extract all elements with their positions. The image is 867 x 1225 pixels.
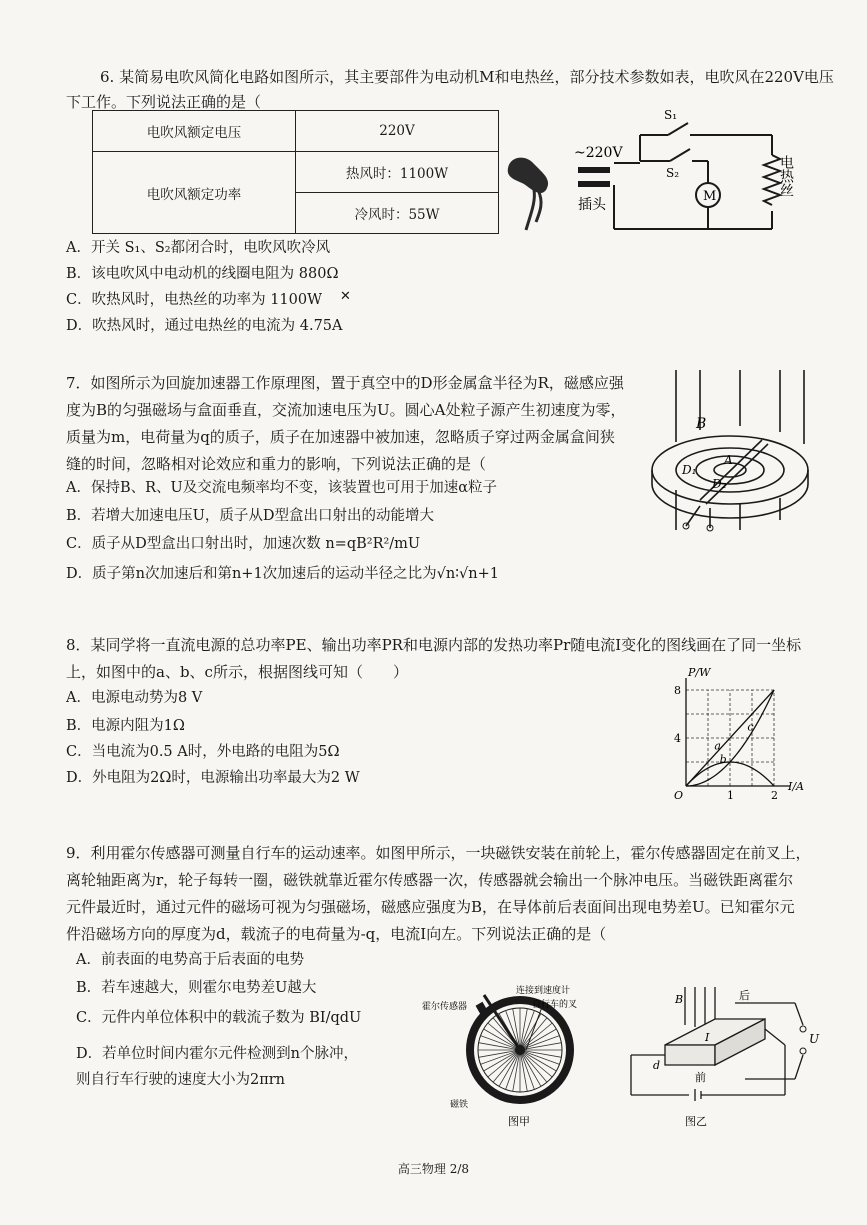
switch-s2-label: S₂ bbox=[666, 166, 680, 180]
speedometer-label: 连接到速度计 bbox=[516, 986, 571, 996]
series-label-c: c bbox=[747, 720, 754, 734]
q9-stem-line: 9．利用霍尔传感器可测量自行车的运动速率。如图甲所示，一块磁铁安装在前轮上，霍尔传感器固定在前叉上， bbox=[66, 844, 811, 862]
q9-stem bbox=[66, 840, 811, 948]
hall-back-label: 后 bbox=[739, 989, 750, 1002]
q7-option-c: C．质子从D型盒出口射出时，加速次数 n=qB²R²/mU bbox=[66, 536, 421, 552]
hair-dryer-figure bbox=[500, 150, 570, 240]
chart-origin-label: O bbox=[674, 789, 684, 802]
q7-stem-line: 缝的时间，忽略相对论效应和重力的影响，下列说法正确的是（ bbox=[66, 455, 487, 473]
x-tick-label: 2 bbox=[771, 789, 778, 802]
q6-option-c: C．吹热风时，电热丝的功率为 1100W bbox=[66, 292, 323, 308]
q9-option-b: B．若车速越大，则霍尔电势差U越大 bbox=[76, 980, 317, 996]
fork-label: 自行车的叉 bbox=[532, 1000, 578, 1010]
q8-option-b: B．电源内阻为1Ω bbox=[66, 718, 185, 734]
q9-option-d: D．若单位时间内霍尔元件检测到n个脉冲， bbox=[76, 1046, 358, 1062]
q7-option-d: D．质子第n次加速后和第n+1次加速后的运动半径之比为√n∶√n+1 bbox=[66, 566, 499, 582]
cyclotron-d1-label: D₁ bbox=[682, 463, 697, 477]
table-value-hot: 热风时：1100W bbox=[296, 152, 499, 193]
q6-option-a: A．开关 S₁、S₂都闭合时，电吹风吹冷风 bbox=[66, 240, 331, 256]
series-label-b: b bbox=[719, 752, 727, 766]
q9-stem-line: 件沿磁场方向的厚度为d，载流子的电荷量为-q，电流I向左。下列说法正确的是（ bbox=[66, 925, 607, 943]
hall-b-label: B bbox=[675, 993, 684, 1006]
motor-label: M bbox=[703, 189, 717, 204]
q7-stem-line: 度为B的匀强磁场与盒面垂直，交流加速电压为U。圆心A处粒子源产生初速度为零， bbox=[66, 401, 626, 419]
hall-front-label: 前 bbox=[695, 1071, 706, 1084]
y-tick-label: 4 bbox=[674, 732, 681, 745]
y-tick-label: 8 bbox=[674, 684, 681, 697]
q9-option-c: C．元件内单位体积中的载流子数为 BI/qdU bbox=[76, 1010, 362, 1026]
q6-option-d: D．吹热风时，通过电热丝的电流为 4.75A bbox=[66, 318, 343, 334]
q7-stem-line: 7．如图所示为回旋加速器工作原理图，置于真空中的D形金属盒半径为R，磁感应强 bbox=[66, 374, 624, 392]
cyclotron-b-label: B bbox=[696, 416, 707, 432]
q7-stem-line: 质量为m，电荷量为q的质子，质子在加速器中被加速，忽略质子穿过两金属盒间狭 bbox=[66, 428, 615, 446]
hall-sensor-label: 霍尔传感器 bbox=[422, 1002, 468, 1012]
series-label-a: a bbox=[714, 739, 721, 753]
q6-stem-line1: 6. 某简易电吹风简化电路如图所示，其主要部件为电动机M和电热丝，部分技术参数如表，电吹风在220V电压 bbox=[100, 68, 834, 86]
cyclotron-d2-label: D₂ bbox=[712, 477, 727, 491]
voltage-label: ~220V bbox=[574, 145, 623, 161]
q6-param-table bbox=[92, 110, 499, 234]
q7-stem bbox=[66, 370, 626, 478]
page-footer: 高三物理 2/8 bbox=[397, 1162, 470, 1176]
q9-option-a: A．前表面的电势高于后表面的电势 bbox=[76, 952, 304, 968]
chart-axes bbox=[674, 678, 790, 802]
q6-stem-line2: 下工作。下列说法正确的是（ bbox=[66, 93, 262, 111]
heater-label: 电热丝 bbox=[778, 155, 794, 197]
figure-jia-caption: 图甲 bbox=[508, 1115, 530, 1128]
cyclotron-figure bbox=[640, 370, 820, 535]
magnet-label: 磁铁 bbox=[450, 1100, 469, 1110]
q9-stem-line: 离轮轴距离为r，轮子每转一圈，磁铁就靠近霍尔传感器一次，传感器就会输出一个脉冲电压。当磁铁距离霍尔 bbox=[66, 871, 794, 889]
q9-stem-line: 元件最近时，通过元件的磁场可视为匀强磁场，磁感应强度为B，在导体前后表面间出现电势差U。已知霍尔元 bbox=[66, 898, 795, 916]
q6-mark-c: ✕ bbox=[340, 289, 351, 304]
switch-s1-label: S₁ bbox=[664, 108, 678, 122]
hall-voltage-label: U bbox=[809, 1032, 820, 1046]
chart-x-axis-label: I/A bbox=[788, 780, 804, 793]
figure-yi-caption: 图乙 bbox=[685, 1115, 707, 1128]
q7-option-b: B．若增大加速电压U，质子从D型盒出口射出的动能增大 bbox=[66, 508, 434, 524]
plug-label: 插头 bbox=[578, 197, 606, 213]
table-value-voltage: 220V bbox=[296, 111, 499, 152]
hall-element-figure bbox=[625, 985, 825, 1130]
table-label-voltage: 电吹风额定电压 bbox=[93, 111, 296, 152]
q7-option-a: A．保持B、R、U及交流电频率均不变，该装置也可用于加速α粒子 bbox=[66, 480, 498, 496]
table-value-cold: 冷风时：55W bbox=[296, 193, 499, 234]
x-tick-label: 1 bbox=[727, 789, 734, 802]
q8-option-d: D．外电阻为2Ω时，电源输出功率最大为2 W bbox=[66, 770, 360, 786]
bicycle-wheel-figure bbox=[420, 985, 610, 1130]
q9-option-d-cont: 则自行车行驶的速度大小为2πrn bbox=[76, 1072, 286, 1088]
q8-option-a: A．电源电动势为8 V bbox=[66, 690, 203, 706]
q6-circuit-diagram bbox=[570, 105, 820, 240]
hall-current-label: I bbox=[705, 1031, 710, 1044]
power-current-chart bbox=[668, 668, 818, 808]
q8-stem-line: 上，如图中的a、b、c所示，根据图线可知（ ） bbox=[66, 663, 408, 681]
chart-y-axis-label: P/W bbox=[688, 666, 711, 679]
q8-option-c: C．当电流为0.5 A时，外电路的电阻为5Ω bbox=[66, 744, 340, 760]
q8-stem-line: 8．某同学将一直流电源的总功率PE、输出功率PR和电源内部的发热功率Pr随电流I变化的图线画在了同一坐标 bbox=[66, 636, 802, 654]
table-label-power: 电吹风额定功率 bbox=[93, 152, 296, 234]
cyclotron-a-label: A bbox=[724, 453, 733, 467]
hall-thickness-label: d bbox=[653, 1059, 661, 1072]
q6-option-b: B．该电吹风中电动机的线圈电阻为 880Ω bbox=[66, 266, 339, 282]
